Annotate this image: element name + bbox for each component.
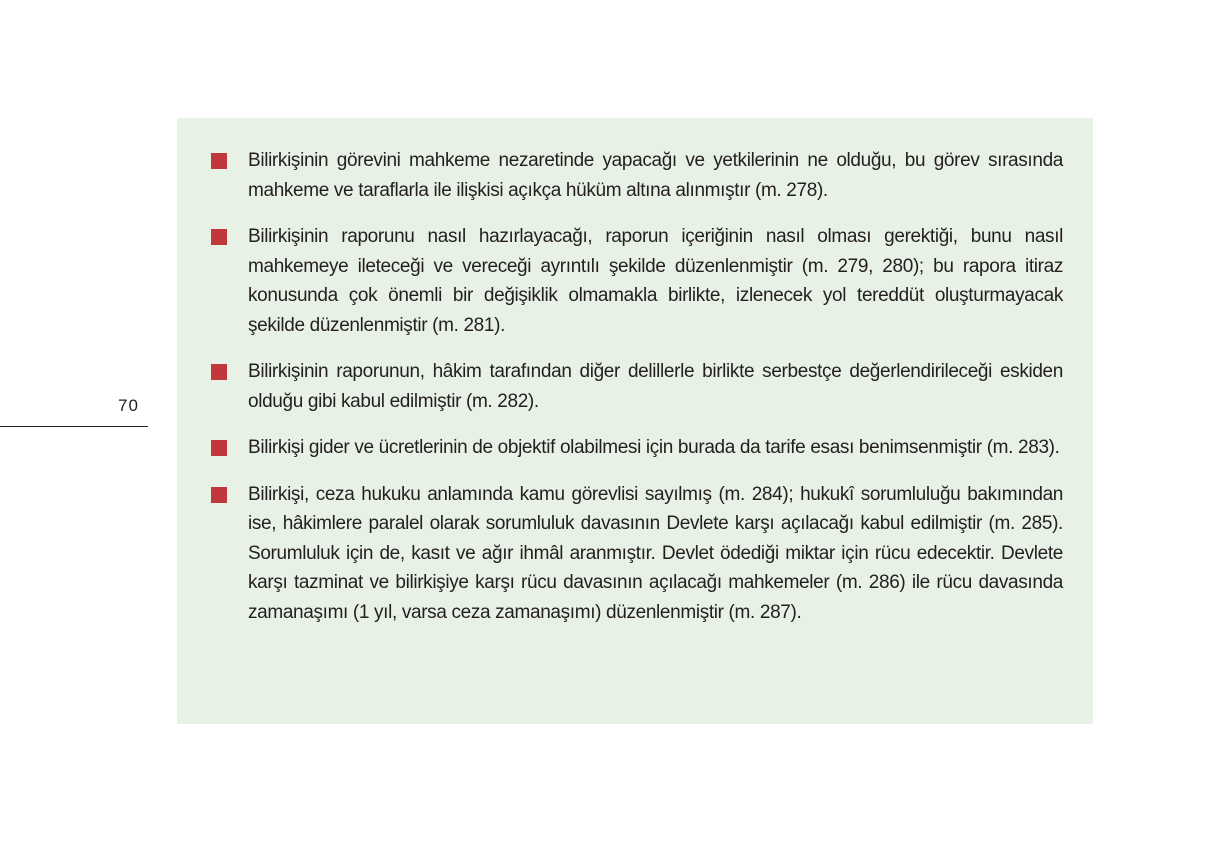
square-bullet-icon <box>211 153 227 169</box>
list-item <box>211 146 1063 205</box>
page-number-rule <box>0 426 148 427</box>
square-bullet-icon <box>211 487 227 503</box>
list-item-text: Bilirkişi, ceza hukuku anlamında kamu görevlisi sayılmış (m. 284); hukukî sorumluluğu bakımından ise, hâkimlere paralel olarak sorumluluk davasının Devlete karşı açılacağı kabul edilmiştir (m. 285). Sorumluluk için de, kasıt ve ağır ihmâl aranmıştır. Devlet ödediği miktar için rücu edecektir. Devlete karşı tazminat ve bilirkişiye karşı rücu davasının açılacağı mahkemeler (m. 286) ile rücu davasında zamanaşımı (1 yıl, varsa ceza zamanaşımı) düzenlenmiştir (m. 287). <box>248 483 1063 623</box>
list-item-text: Bilirkişinin görevini mahkeme nezaretinde yapacağı ve yetkilerinin ne olduğu, bu görev sırasında mahkeme ve taraflarla ile ilişkisi açıkça hüküm altına alınmıştır (m. 278). <box>248 150 1063 201</box>
list-item <box>211 433 1063 463</box>
bullet-list <box>211 146 1063 627</box>
list-item <box>211 480 1063 628</box>
list-item <box>211 222 1063 340</box>
square-bullet-icon <box>211 229 227 245</box>
square-bullet-icon <box>211 440 227 456</box>
summary-box <box>177 118 1093 724</box>
list-item-text: Bilirkişinin raporunun, hâkim tarafından diğer delillerle birlikte serbestçe değerlendirileceği eskiden olduğu gibi kabul edilmiştir (m. 282). <box>248 361 1063 412</box>
square-bullet-icon <box>211 364 227 380</box>
page-number: 70 <box>118 396 139 415</box>
list-item-text: Bilirkişinin raporunu nasıl hazırlayacağı, raporun içeriğinin nasıl olması gerektiği, bunu nasıl mahkemeye ileteceği ve vereceği ayrıntılı şekilde düzenlenmiştir (m. 279, 280); bu rapora itiraz konusunda çok önemli bir değişiklik olmamakla birlikte, izlenecek yol tereddüt oluşturmayacak şekilde düzenlenmiştir (m. 281). <box>248 226 1063 336</box>
list-item-text: Bilirkişi gider ve ücretlerinin de objektif olabilmesi için burada da tarife esası benimsenmiştir (m. 283). <box>248 437 1060 458</box>
list-item <box>211 357 1063 416</box>
